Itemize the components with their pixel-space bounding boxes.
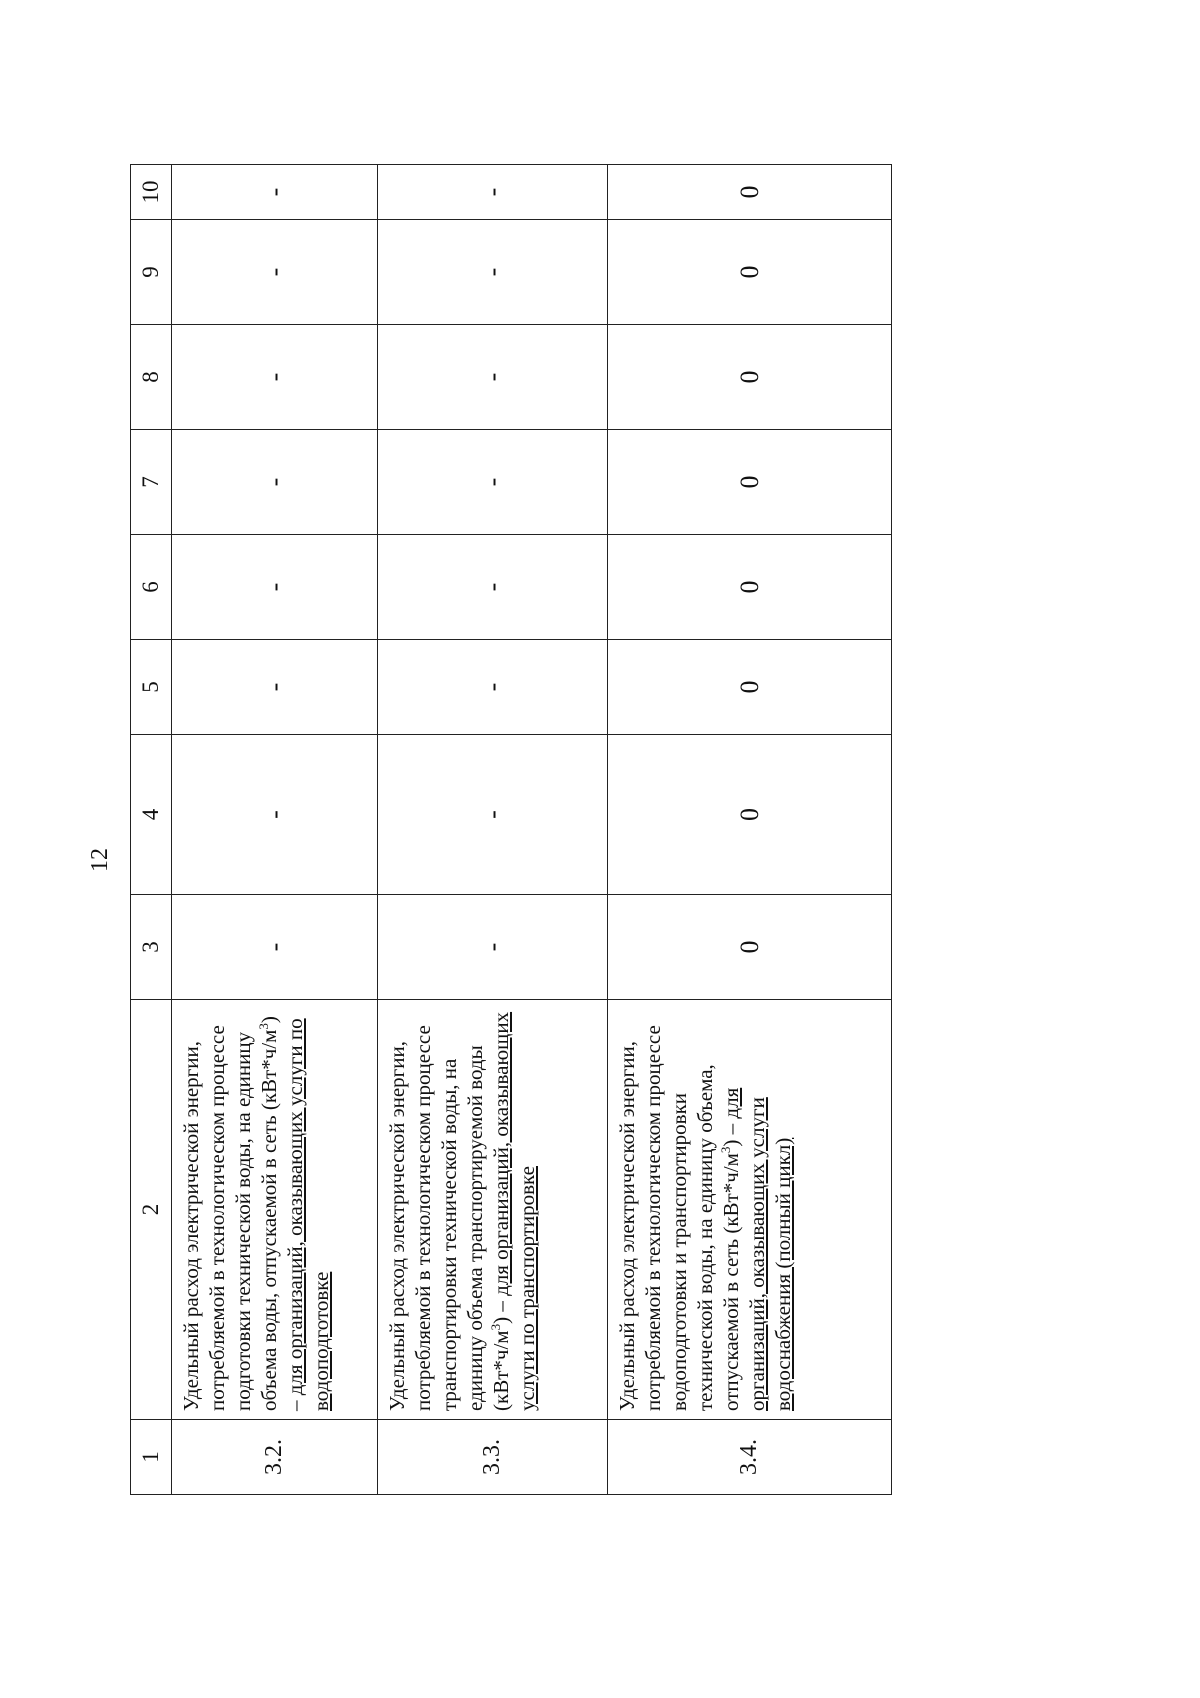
cell-value: 0 (608, 220, 892, 325)
desc-sup: 3 (256, 1023, 271, 1030)
cell-value: - (172, 895, 378, 1000)
col-header-3: 3 (131, 895, 172, 1000)
col-header-2: 2 (131, 1000, 172, 1420)
desc-text: Удельный расход электрической энергии, потребляемой в технологическом процессе подготовки технической воды, на единицу объема воды, отпускаемой в сеть (кВт*ч/м (179, 1025, 281, 1411)
col-header-5: 5 (131, 640, 172, 735)
cell-value: - (172, 535, 378, 640)
cell-value: - (378, 535, 608, 640)
cell-value: - (172, 640, 378, 735)
desc-underlined: для организаций, оказывающих услуги водоснабжения (полный цикл) (719, 1087, 795, 1411)
desc-text: Удельный расход электрической энергии, потребляемой в технологическом процессе транспортировки технической воды, на единицу объема транспортируемой воды (кВт*ч/м (385, 1025, 513, 1411)
row-number: 3.4. (608, 1420, 892, 1495)
table-row (608, 165, 892, 1495)
desc-underlined: для организаций, оказывающих услуги по транспортировке (489, 1011, 539, 1411)
col-header-6: 6 (131, 535, 172, 640)
desc-text-post: ) – (257, 1016, 307, 1411)
cell-value: - (172, 735, 378, 895)
row-description (608, 1000, 892, 1420)
cell-value: - (378, 895, 608, 1000)
cell-value: 0 (608, 640, 892, 735)
col-header-10: 10 (131, 165, 172, 220)
cell-value: - (172, 220, 378, 325)
header-row (131, 165, 172, 1495)
row-number: 3.2. (172, 1420, 378, 1495)
col-header-7: 7 (131, 430, 172, 535)
cell-value: 0 (608, 165, 892, 220)
desc-underlined: для организаций, оказывающих услуги по водоподготовке (283, 1018, 333, 1411)
desc-sup: 3 (718, 1146, 733, 1154)
desc-sup: 3 (488, 1323, 503, 1331)
desc-text-post: ) – (719, 1118, 743, 1147)
data-table (130, 164, 892, 1495)
desc-text: Удельный расход электрической энергии, потребляемой в технологическом процессе водоподготовки и транспортировки технической воды, на единицу объема, отпускаемой в сеть (кВт*ч/м (615, 1025, 743, 1411)
row-number: 3.3. (378, 1420, 608, 1495)
cell-value: - (172, 325, 378, 430)
page-number: 12 (87, 848, 113, 872)
row-description (378, 1000, 608, 1420)
cell-value: 0 (608, 895, 892, 1000)
col-header-8: 8 (131, 325, 172, 430)
desc-text-post: ) – (489, 1295, 513, 1324)
col-header-4: 4 (131, 735, 172, 895)
cell-value: - (172, 430, 378, 535)
cell-value: - (378, 430, 608, 535)
row-description (172, 1000, 378, 1420)
cell-value: - (378, 640, 608, 735)
cell-value: - (378, 165, 608, 220)
col-header-9: 9 (131, 220, 172, 325)
cell-value: - (172, 165, 378, 220)
rotated-table-wrapper (130, 165, 890, 1495)
cell-value: 0 (608, 735, 892, 895)
cell-value: - (378, 220, 608, 325)
col-header-1: 1 (131, 1420, 172, 1495)
cell-value: - (378, 735, 608, 895)
cell-value: - (378, 325, 608, 430)
cell-value: 0 (608, 325, 892, 430)
cell-value: 0 (608, 430, 892, 535)
table-row (172, 165, 378, 1495)
table-row (378, 165, 608, 1495)
cell-value: 0 (608, 535, 892, 640)
